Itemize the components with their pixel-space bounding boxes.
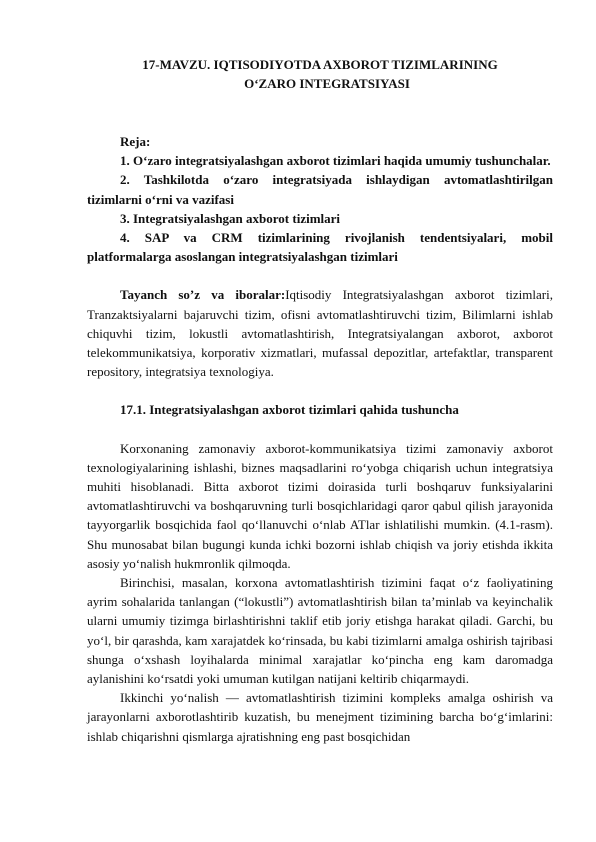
title-line-1: 17-MAVZU. IQTISODIYOTDA AXBOROT TIZIMLARINING [142, 57, 498, 72]
keywords-text: Iqtisodiy Integratsiyalashgan axborot tizimlari, Tranzaktsiyalarni bajaruvchi tizim, ofisni avtomatlashtiruvchi tizim, Bilimlarni ishlab chiquvhi tizim, lokustli avtomatlashtirish, Integratsiyalangan axborot, axborot telekommunikatsiya, korporativ xizmatlari, mufassal depozitlar, artefaktlar, transparent repository, integratsiya texnologiya. [87, 287, 553, 380]
plan-heading: Reja: [120, 134, 151, 149]
plan-item-3: 3. Integratsiyalashgan axborot tizimlari [120, 210, 341, 226]
keywords-label: Tayanch so’z va iboralar: [120, 287, 286, 303]
document-body [87, 132, 553, 746]
section-heading: 17.1. Integratsiyalashgan axborot tizimlari qahida tushuncha [120, 402, 459, 418]
body-paragraph-2: Birinchisi, masalan, korxona avtomatlashtirish tizimini faqat o‘z faoliyatining ayrim sohalarida tanlangan (“lokustli”) avtomatlashtirish bilan ta’minlab va keyinchalik ularni umumiy tizimga birlashtirishni taklif etib joriy etishga harakat qiladi. Garchi, bu yo‘l, bir qarashda, kam xarajatdek ko‘rinsada, bu kabi tizimlarni amalga oshirish tajribasi shunga o‘xshash loyihalarda minimal xarajatlar ko‘pincha eng kam daromadga aylanishini ko‘rsatdi yoki umuman kutilgan natijani keltirib chiqarmaydi. [87, 575, 553, 687]
title-line-2: O‘ZARO INTEGRATSIYASI [244, 76, 410, 91]
plan-item-1: 1. O‘zaro integratsiyalashgan axborot tizimlari haqida umumiy tushunchalar. [120, 153, 551, 169]
document-title [40, 55, 596, 93]
plan-item-2: 2. Tashkilotda o‘zaro integratsiyada ishlaydigan avtomatlashtirilgan tizimlarni o‘rni va vazifasi [87, 172, 553, 207]
body-paragraph-3: Ikkinchi yo‘nalish — avtomatlashtirish tizimini kompleks amalga oshirish va jarayonlarni axborotlashtirib kuzatish, bu menejment tizimining barcha bo‘g‘imlarini: ishlab chiqarishni qismlarga ajratishning eng past bosqichidan [87, 690, 553, 744]
plan-item-4: 4. SAP va CRM tizimlarining rivojlanish tendentsiyalari, mobil platformalarga asoslangan integratsiyalashgan tizimlari [87, 230, 553, 265]
body-paragraph-1: Korxonaning zamonaviy axborot-kommunikatsiya tizimi zamonaviy axborot texnologiyalarining ishlashi, biznes maqsadlarini ro‘yobga chiqarish uchun integratsiya muhiti hisoblanadi. Bitta axborot tizimi doirasida turli boshqaruv funksiyalarini avtomatlashtiruvchi va boshqaruvning turli bosqichlaridagi qaror qabul qilish jarayonida tayyorgarlik bosqichida faol qo‘llanuvchi o‘nlab ATlar ishlatilishi mumkin. (4.1-rasm). Shu munosabat bilan bugungi kunda ichki bozorni ishlab chiqish va joriy etishda ikkita asosiy yo‘nalish hukmronlik qilmoqda. [87, 440, 553, 571]
keywords-paragraph [87, 285, 553, 381]
